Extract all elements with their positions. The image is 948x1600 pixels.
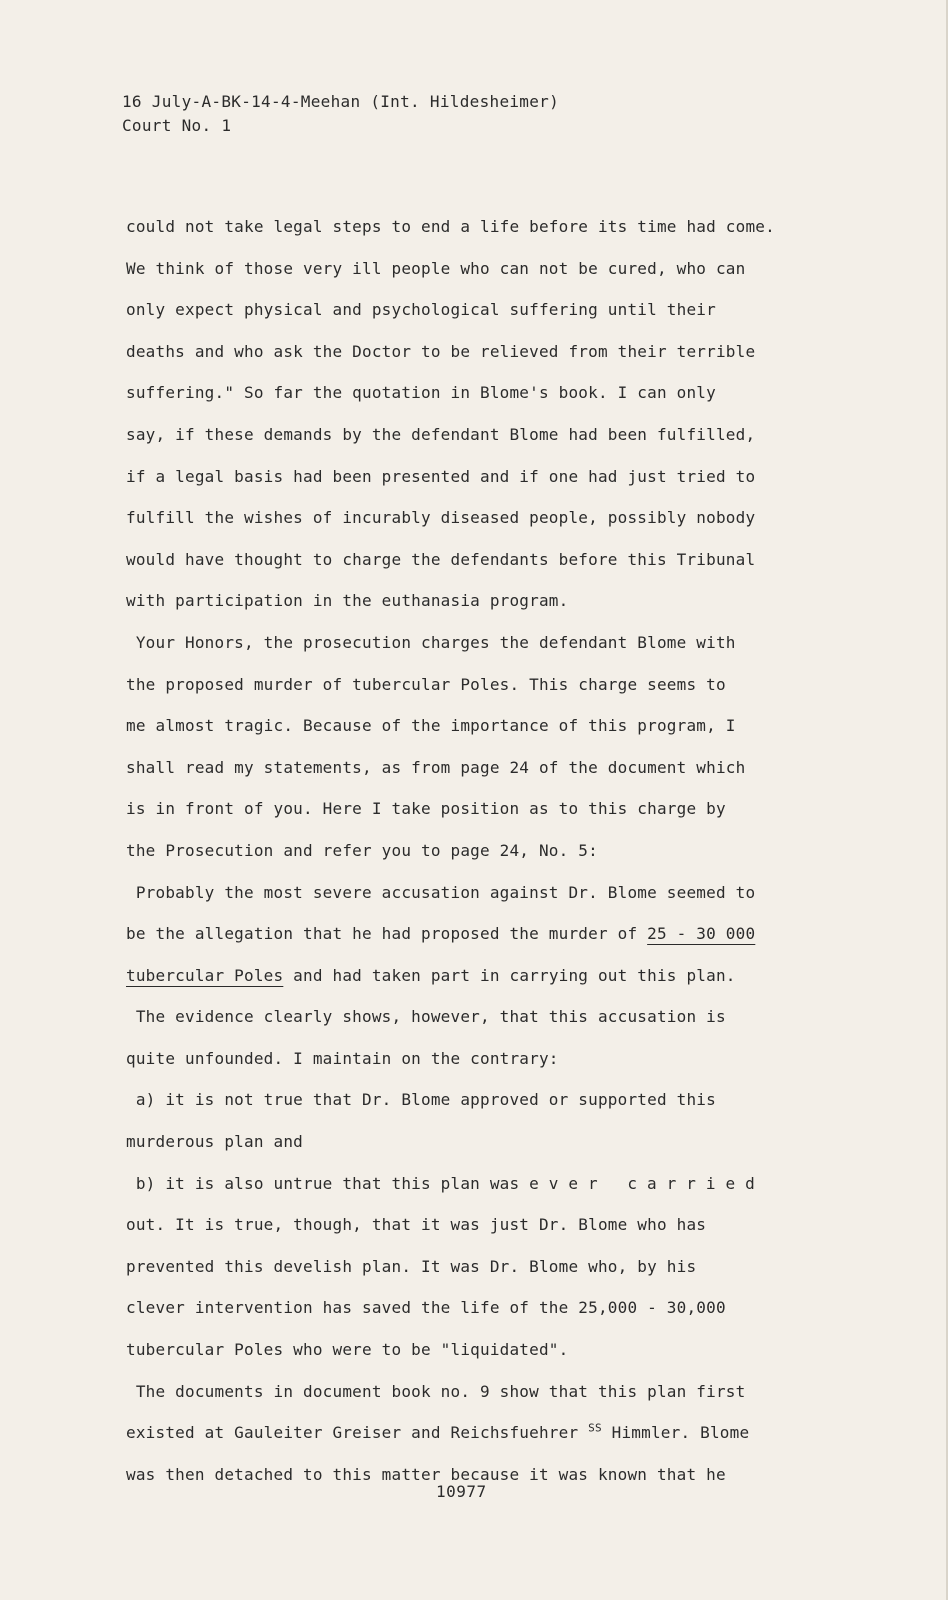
body-text [126, 206, 816, 1495]
text-line: is in front of you. Here I take position as to this charge by [126, 799, 726, 819]
underlined-phrase: tubercular Poles [126, 965, 284, 985]
text-segment: Himmler. Blome [601, 1423, 750, 1443]
text-line: the Prosecution and refer you to page 24, No. 5: [126, 840, 598, 860]
text-line [126, 1163, 816, 1205]
text-line: out. It is true, though, that it was just Dr. Blome who has [126, 1215, 707, 1235]
text-segment: existed at Gauleiter Greiser and Reichsfuehrer [126, 1423, 589, 1443]
text-line: Probably the most severe accusation against Dr. Blome seemed to [126, 882, 756, 902]
text-line: The evidence clearly shows, however, that this accusation is [126, 1007, 726, 1027]
text-line: me almost tragic. Because of the importance of this program, I [126, 716, 736, 736]
text-line: Your Honors, the prosecution charges the defendant Blome with [126, 632, 736, 652]
text-segment: b) it is also untrue that this plan was [126, 1173, 530, 1193]
text-line: prevented this develish plan. It was Dr. Blome who, by his [126, 1256, 697, 1276]
text-line: tubercular Poles who were to be "liquidated". [126, 1340, 569, 1360]
text-line: suffering." So far the quotation in Blome's book. I can only [126, 383, 716, 403]
text-line: quite unfounded. I maintain on the contrary: [126, 1048, 559, 1068]
text-line [126, 913, 816, 955]
superscript-abbreviation: SS [588, 1421, 602, 1435]
text-line: The documents in document book no. 9 show that this plan first [126, 1381, 746, 1401]
text-line: clever intervention has saved the life of the 25,000 - 30,000 [126, 1298, 726, 1318]
text-line: could not take legal steps to end a life before its time had come. [126, 217, 775, 236]
header-court-line: Court No. 1 [122, 116, 232, 135]
text-line: We think of those very ill people who can not be cured, who can [126, 258, 746, 278]
header-session-line: 16 July-A-BK-14-4-Meehan (Int. Hildesheimer) [122, 92, 560, 111]
text-line: a) it is not true that Dr. Blome approved or supported this [126, 1090, 716, 1110]
text-line: fulfill the wishes of incurably diseased people, possibly nobody [126, 508, 756, 528]
document-header [122, 90, 559, 138]
text-line: the proposed murder of tubercular Poles. This charge seems to [126, 674, 726, 694]
text-segment: and had taken part in carrying out this plan. [283, 965, 736, 985]
text-line: if a legal basis had been presented and if one had just tried to [126, 466, 756, 486]
letter-spaced-phrase: ever carried [529, 1173, 765, 1193]
text-line [126, 955, 816, 997]
text-line: murderous plan and [126, 1132, 303, 1152]
text-line [126, 1412, 816, 1454]
text-line: deaths and who ask the Doctor to be relieved from their terrible [126, 341, 756, 361]
text-line: only expect physical and psychological suffering until their [126, 300, 716, 320]
underlined-number-range: 25 - 30 000 [647, 924, 756, 944]
text-line: would have thought to charge the defendants before this Tribunal [126, 549, 756, 569]
text-line: was then detached to this matter because it was known that he [126, 1464, 726, 1484]
text-segment: be the allegation that he had proposed the murder of [126, 924, 648, 944]
text-line: with participation in the euthanasia program. [126, 591, 569, 611]
text-line: shall read my statements, as from page 24 of the document which [126, 757, 746, 777]
page-number: 10977 [436, 1482, 487, 1501]
text-line: say, if these demands by the defendant Blome had been fulfilled, [126, 424, 756, 444]
